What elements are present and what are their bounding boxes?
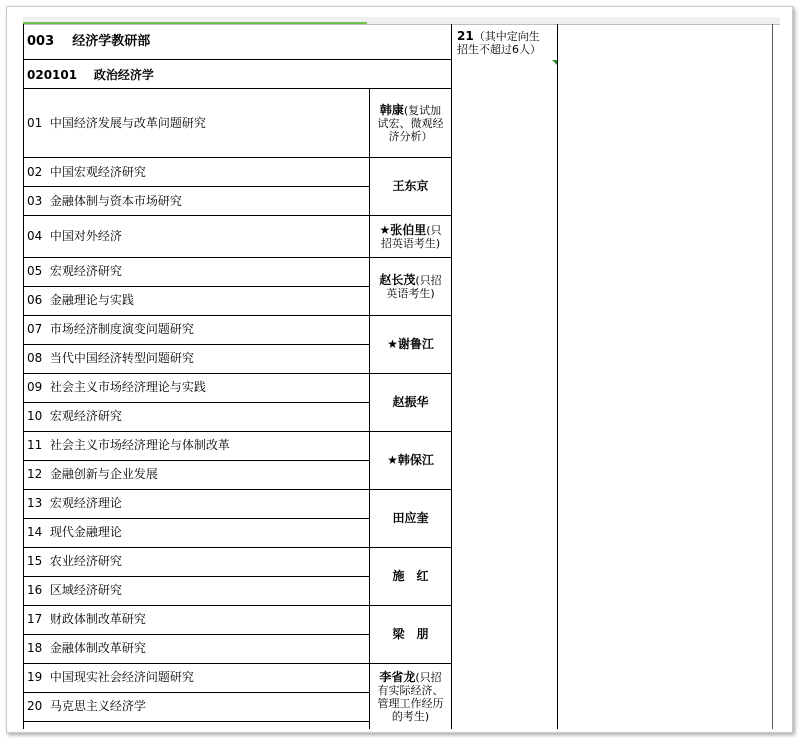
screenshot-frame — [6, 6, 793, 733]
grid-line — [23, 59, 451, 60]
direction-name: 中国经济发展与改革问题研究 — [49, 116, 206, 130]
direction-item[interactable] — [27, 409, 122, 423]
direction-item[interactable] — [27, 116, 206, 130]
direction-name: 市场经济制度演变问题研究 — [49, 322, 194, 336]
direction-name: 金融体制改革研究 — [49, 641, 146, 655]
direction-name: 宏观经济理论 — [49, 496, 122, 510]
teacher-cell[interactable] — [370, 158, 451, 215]
grid-line — [451, 24, 452, 729]
direction-number: 08 — [27, 351, 43, 365]
quota-number: 21 — [457, 29, 474, 43]
quota-cell[interactable] — [457, 30, 541, 56]
teacher-name: 梁 朋 — [392, 627, 429, 641]
teacher-note: (只招 — [415, 670, 442, 684]
direction-number: 09 — [27, 380, 43, 394]
grid-line — [23, 634, 369, 635]
direction-item[interactable] — [27, 467, 158, 481]
grid-line — [23, 692, 369, 693]
grid-line — [23, 344, 369, 345]
grid-line — [23, 460, 369, 461]
direction-number: 14 — [27, 525, 43, 539]
teacher-cell[interactable] — [370, 606, 451, 663]
direction-item[interactable] — [27, 670, 194, 684]
direction-name: 当代中国经济转型问题研究 — [49, 351, 194, 365]
teacher-note: (只招 — [415, 273, 442, 287]
direction-number: 01 — [27, 116, 43, 130]
direction-item[interactable] — [27, 554, 122, 568]
grid-line — [23, 186, 369, 187]
department-name: 经济学教研部 — [72, 34, 151, 49]
teacher-cell[interactable] — [370, 490, 451, 547]
direction-name: 区域经济研究 — [49, 583, 122, 597]
direction-name: 社会主义市场经济理论与体制改革 — [49, 438, 230, 452]
direction-number: 07 — [27, 322, 43, 336]
teacher-cell[interactable] — [370, 374, 451, 431]
teacher-cell[interactable] — [370, 316, 451, 373]
teacher-name: 赵长茂 — [379, 272, 416, 287]
teacher-name: 韩康 — [379, 102, 404, 117]
direction-item[interactable] — [27, 380, 206, 394]
selected-column-indicator — [23, 22, 367, 24]
major-cell[interactable] — [27, 68, 154, 82]
grid-line — [23, 518, 369, 519]
direction-item[interactable] — [27, 322, 194, 336]
direction-name: 宏观经济研究 — [49, 264, 122, 278]
teacher-note: 试宏、微观经 — [377, 116, 444, 130]
teacher-note: 招英语考生) — [380, 236, 441, 250]
direction-number: 16 — [27, 583, 43, 597]
direction-number: 17 — [27, 612, 43, 626]
direction-number: 15 — [27, 554, 43, 568]
spreadsheet — [23, 17, 780, 729]
direction-number: 02 — [27, 165, 43, 179]
direction-item[interactable] — [27, 293, 134, 307]
direction-number: 05 — [27, 264, 43, 278]
teacher-note: 济分析） — [388, 129, 433, 143]
grid-line — [557, 24, 558, 729]
direction-number: 06 — [27, 293, 43, 307]
grid-line — [772, 24, 773, 729]
teacher-cell[interactable] — [370, 258, 451, 315]
direction-item[interactable] — [27, 438, 230, 452]
direction-name: 中国现实社会经济问题研究 — [49, 670, 194, 684]
grid-line — [23, 721, 369, 722]
direction-number: 20 — [27, 699, 43, 713]
teacher-note: 有实际经济、 — [377, 683, 444, 697]
department-cell[interactable] — [27, 35, 150, 49]
direction-item[interactable] — [27, 194, 182, 208]
teacher-name: ★谢鲁江 — [387, 337, 434, 351]
direction-item[interactable] — [27, 351, 194, 365]
direction-name: 中国对外经济 — [49, 229, 122, 243]
direction-number: 03 — [27, 194, 43, 208]
teacher-name: 王东京 — [392, 179, 429, 193]
direction-name: 社会主义市场经济理论与实践 — [49, 380, 206, 394]
teacher-cell[interactable] — [370, 664, 451, 729]
direction-number: 19 — [27, 670, 43, 684]
major-code: 020101 — [27, 68, 78, 82]
teacher-name: 李省龙 — [379, 669, 416, 684]
direction-number: 11 — [27, 438, 43, 452]
teacher-name: ★韩保江 — [387, 453, 434, 467]
teacher-name: 田应奎 — [392, 511, 429, 525]
direction-name: 金融理论与实践 — [49, 293, 134, 307]
direction-name: 农业经济研究 — [49, 554, 122, 568]
teacher-cell[interactable] — [370, 548, 451, 605]
teacher-note: (复试加 — [403, 103, 442, 117]
grid-line — [23, 24, 24, 729]
direction-number: 13 — [27, 496, 43, 510]
direction-item[interactable] — [27, 699, 146, 713]
department-code: 003 — [27, 34, 55, 49]
quota-note-line2: 招生不超过6人） — [457, 43, 541, 56]
direction-name: 金融创新与企业发展 — [49, 467, 158, 481]
teacher-name: ★张伯里 — [379, 222, 427, 237]
direction-number: 18 — [27, 641, 43, 655]
comment-indicator-icon — [552, 60, 557, 65]
direction-number: 10 — [27, 409, 43, 423]
teacher-note: 的考生) — [391, 709, 430, 723]
grid-line — [23, 402, 369, 403]
direction-number: 12 — [27, 467, 43, 481]
teacher-note: 管理工作经历 — [377, 696, 444, 710]
quota-note-line1: （其中定向生 — [473, 30, 540, 43]
teacher-note: 英语考生) — [386, 286, 435, 300]
direction-name: 中国宏观经济研究 — [49, 165, 146, 179]
direction-number: 04 — [27, 229, 43, 243]
teacher-note: (只 — [426, 223, 442, 237]
direction-item[interactable] — [27, 641, 146, 655]
direction-item[interactable] — [27, 525, 122, 539]
grid-line — [23, 576, 369, 577]
direction-name: 宏观经济研究 — [49, 409, 122, 423]
teacher-name: 赵振华 — [392, 395, 429, 409]
teacher-cell[interactable] — [370, 432, 451, 489]
teacher-name: 施 红 — [392, 569, 429, 583]
major-name: 政治经济学 — [93, 68, 154, 82]
direction-name: 金融体制与资本市场研究 — [49, 194, 182, 208]
direction-item[interactable] — [27, 612, 146, 626]
direction-name: 现代金融理论 — [49, 525, 122, 539]
direction-item[interactable] — [27, 496, 122, 510]
teacher-cell[interactable] — [370, 216, 451, 257]
direction-item[interactable] — [27, 229, 122, 243]
direction-item[interactable] — [27, 583, 122, 597]
direction-item[interactable] — [27, 264, 122, 278]
grid-line — [23, 286, 369, 287]
direction-name: 马克思主义经济学 — [49, 699, 146, 713]
teacher-cell[interactable] — [370, 89, 451, 157]
direction-item[interactable] — [27, 165, 146, 179]
direction-name: 财政体制改革研究 — [49, 612, 146, 626]
